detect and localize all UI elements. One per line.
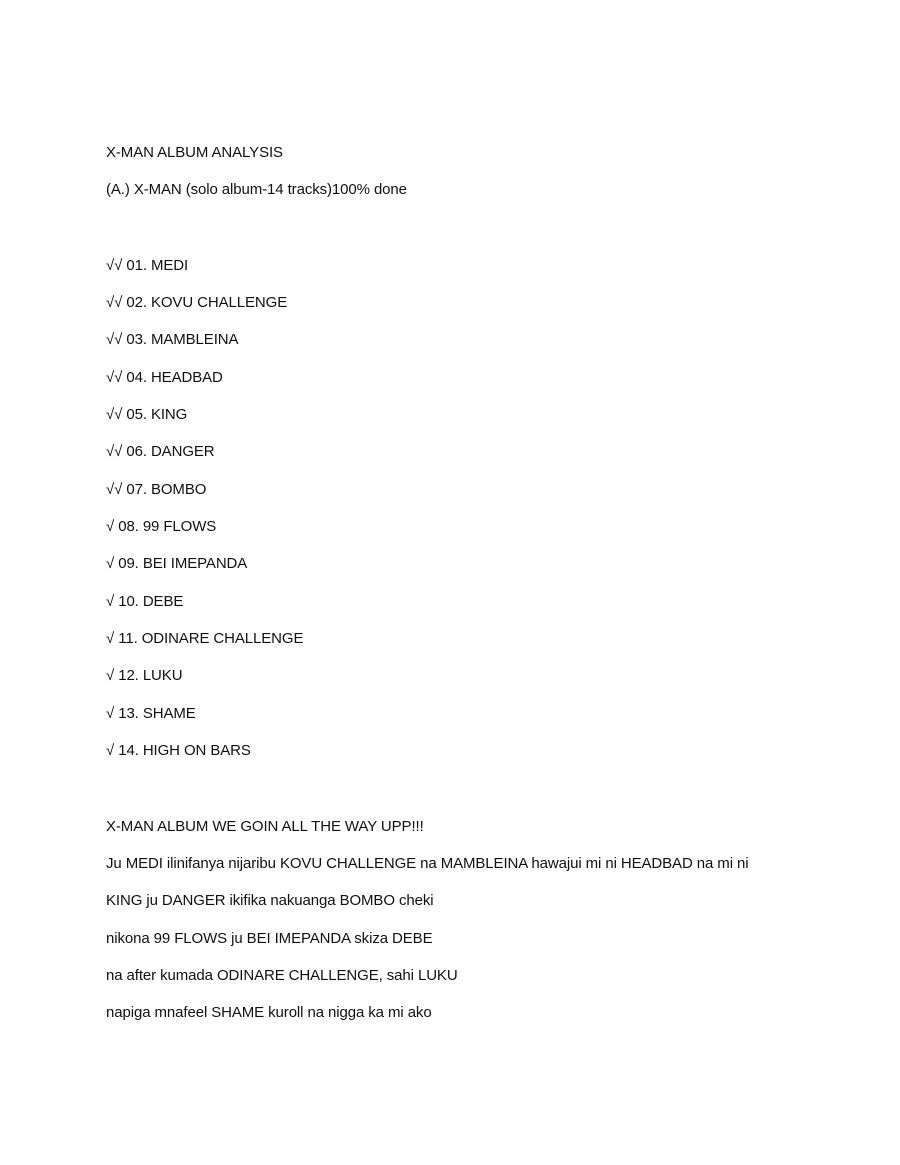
track-item: √√ 02. KOVU CHALLENGE: [106, 294, 288, 311]
document-title: X-MAN ALBUM ANALYSIS: [106, 144, 283, 161]
verse-heading: X-MAN ALBUM WE GOIN ALL THE WAY UPP!!!: [106, 818, 424, 835]
document-subtitle: (A.) X-MAN (solo album-14 tracks)100% done: [106, 181, 407, 198]
track-item: √ 09. BEI IMEPANDA: [106, 555, 248, 572]
verse-line: KING ju DANGER ikifika nakuanga BOMBO cheki: [106, 892, 434, 909]
track-item: √ 14. HIGH ON BARS: [106, 742, 251, 759]
track-item: √√ 05. KING: [106, 406, 188, 423]
track-item: √ 11. ODINARE CHALLENGE: [106, 630, 304, 647]
track-item: √√ 06. DANGER: [106, 443, 215, 460]
verse-line: Ju MEDI ilinifanya nijaribu KOVU CHALLENGE na MAMBLEINA hawajui mi ni HEADBAD na mi ni: [106, 855, 749, 872]
track-item: √ 13. SHAME: [106, 705, 196, 722]
track-item: √√ 07. BOMBO: [106, 481, 207, 498]
track-item: √ 08. 99 FLOWS: [106, 518, 217, 535]
track-item: √ 10. DEBE: [106, 593, 184, 610]
track-item: √√ 04. HEADBAD: [106, 369, 223, 386]
track-item: √√ 03. MAMBLEINA: [106, 331, 239, 348]
track-item: √ 12. LUKU: [106, 667, 183, 684]
verse-line: nikona 99 FLOWS ju BEI IMEPANDA skiza DEBE: [106, 930, 433, 947]
verse-line: napiga mnafeel SHAME kuroll na nigga ka mi ako: [106, 1004, 432, 1021]
track-item: √√ 01. MEDI: [106, 257, 189, 274]
verse-line: na after kumada ODINARE CHALLENGE, sahi LUKU: [106, 967, 458, 984]
